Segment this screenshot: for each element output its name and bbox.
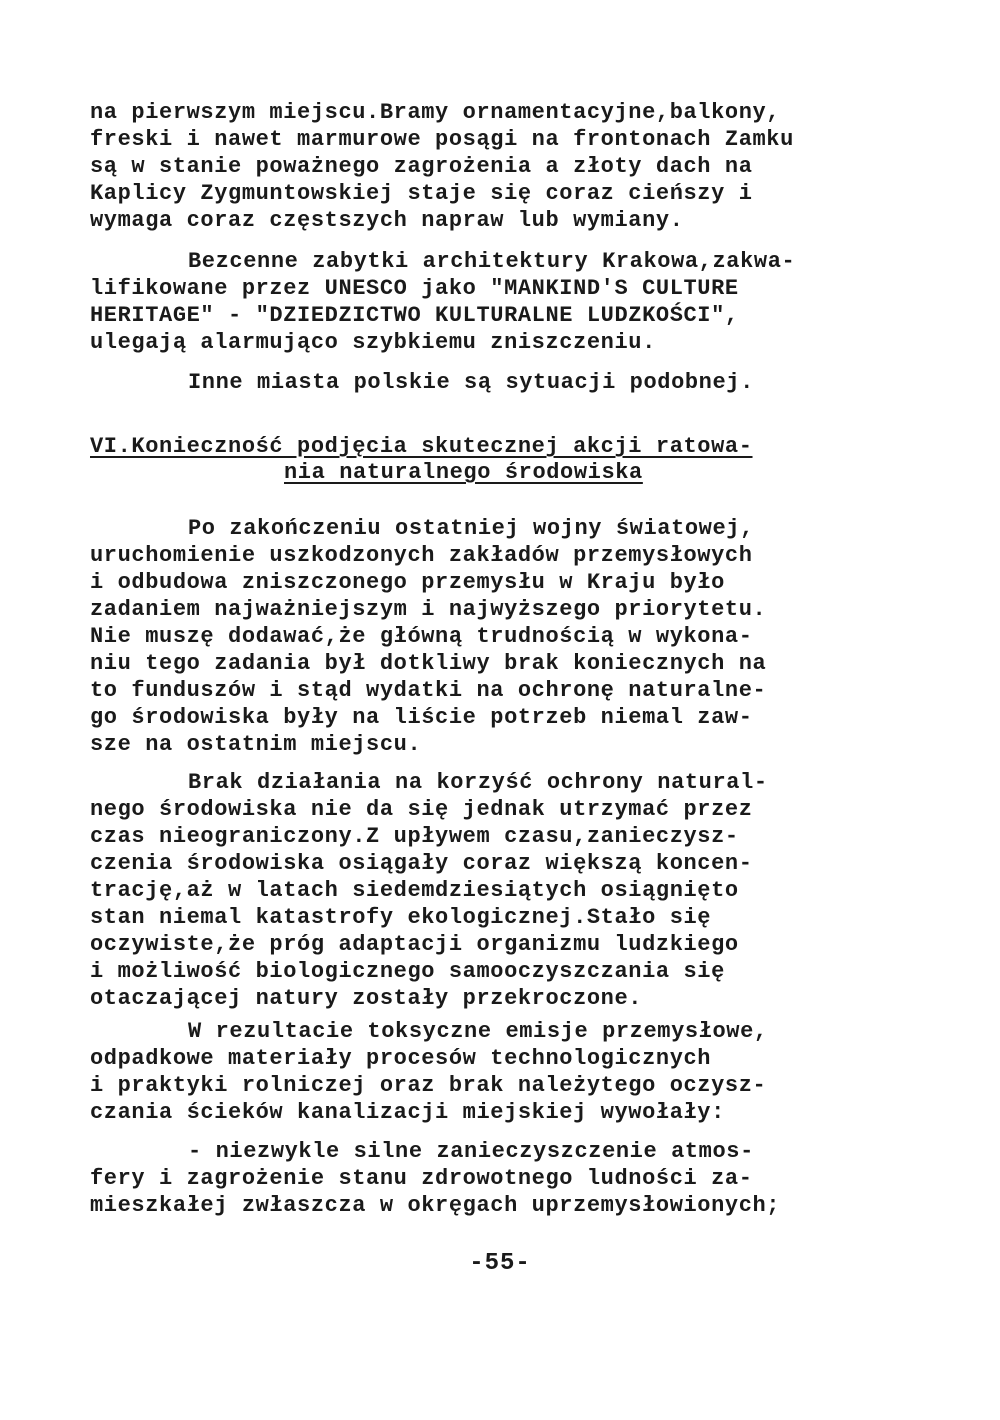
paragraph-5-line-3: czas nieograniczony.Z upływem czasu,zanieczysz- <box>90 824 739 849</box>
paragraph-1-line-1: na pierwszym miejscu.Bramy ornamentacyjne,balkony, <box>90 100 781 125</box>
paragraph-2-line-3: HERITAGE" - "DZIEDZICTWO KULTURALNE LUDZKOŚCI", <box>90 303 739 328</box>
paragraph-4-line-5: Nie muszę dodawać,że główną trudnością w wykona- <box>90 624 753 649</box>
paragraph-7-line-3: mieszkałej zwłaszcza w okręgach uprzemysłowionych; <box>90 1193 781 1218</box>
paragraph-5-line-6: stan niemal katastrofy ekologicznej.Stało się <box>90 905 712 930</box>
paragraph-7-line-2: fery i zagrożenie stanu zdrowotnego ludności za- <box>90 1166 753 1191</box>
section-heading-line-2: nia naturalnego środowiska <box>284 460 643 485</box>
paragraph-5-line-4: czenia środowiska osiągały coraz większą koncen- <box>90 851 753 876</box>
paragraph-4-line-4: zadaniem najważniejszym i najwyższego priorytetu. <box>90 597 767 622</box>
paragraph-2-line-1: Bezcenne zabytki architektury Krakowa,zakwa- <box>188 249 796 274</box>
paragraph-6-line-4: czania ścieków kanalizacji miejskiej wywołały: <box>90 1100 725 1125</box>
paragraph-6-line-3: i praktyki rolniczej oraz brak należytego oczysz- <box>90 1073 767 1098</box>
paragraph-5-line-9: otaczającej natury zostały przekroczone. <box>90 986 643 1011</box>
paragraph-4-line-1: Po zakończeniu ostatniej wojny światowej, <box>188 516 754 541</box>
paragraph-4-line-9: sze na ostatnim miejscu. <box>90 732 422 757</box>
paragraph-1-line-3: są w stanie poważnego zagrożenia a złoty dach na <box>90 154 753 179</box>
paragraph-1-line-4: Kaplicy Zygmuntowskiej staje się coraz cieńszy i <box>90 181 753 206</box>
paragraph-4-line-2: uruchomienie uszkodzonych zakładów przemysłowych <box>90 543 753 568</box>
paragraph-1-line-2: freski i nawet marmurowe posągi na frontonach Zamku <box>90 127 794 152</box>
paragraph-5-line-8: i możliwość biologicznego samooczyszczania się <box>90 959 725 984</box>
paragraph-4-line-7: to funduszów i stąd wydatki na ochronę naturalne- <box>90 678 767 703</box>
paragraph-4-line-3: i odbudowa zniszczonego przemysłu w Kraju było <box>90 570 725 595</box>
paragraph-5-line-7: oczywiste,że próg adaptacji organizmu ludzkiego <box>90 932 739 957</box>
page-number: -55- <box>469 1250 531 1277</box>
section-heading-line-1: VI.Konieczność podjęcia skutecznej akcji ratowa- <box>90 434 753 459</box>
paragraph-3-line-1: Inne miasta polskie są sytuacji podobnej. <box>188 370 754 395</box>
paragraph-2-line-2: lifikowane przez UNESCO jako "MANKIND'S CULTURE <box>90 276 739 301</box>
paragraph-7-line-1: - niezwykle silne zanieczyszczenie atmos- <box>188 1139 754 1164</box>
paragraph-6-line-2: odpadkowe materiały procesów technologicznych <box>90 1046 712 1071</box>
paragraph-5-line-2: nego środowiska nie da się jednak utrzymać przez <box>90 797 753 822</box>
paragraph-2-line-4: ulegają alarmująco szybkiemu zniszczeniu. <box>90 330 656 355</box>
paragraph-4-line-6: niu tego zadania był dotkliwy brak koniecznych na <box>90 651 767 676</box>
paragraph-5-line-1: Brak działania na korzyść ochrony natural- <box>188 770 768 795</box>
paragraph-4-line-8: go środowiska były na liście potrzeb niemal zaw- <box>90 705 753 730</box>
paragraph-6-line-1: W rezultacie toksyczne emisje przemysłowe, <box>188 1019 768 1044</box>
paragraph-5-line-5: trację,aż w latach siedemdziesiątych osiągnięto <box>90 878 739 903</box>
paragraph-1-line-5: wymaga coraz częstszych napraw lub wymiany. <box>90 208 684 233</box>
